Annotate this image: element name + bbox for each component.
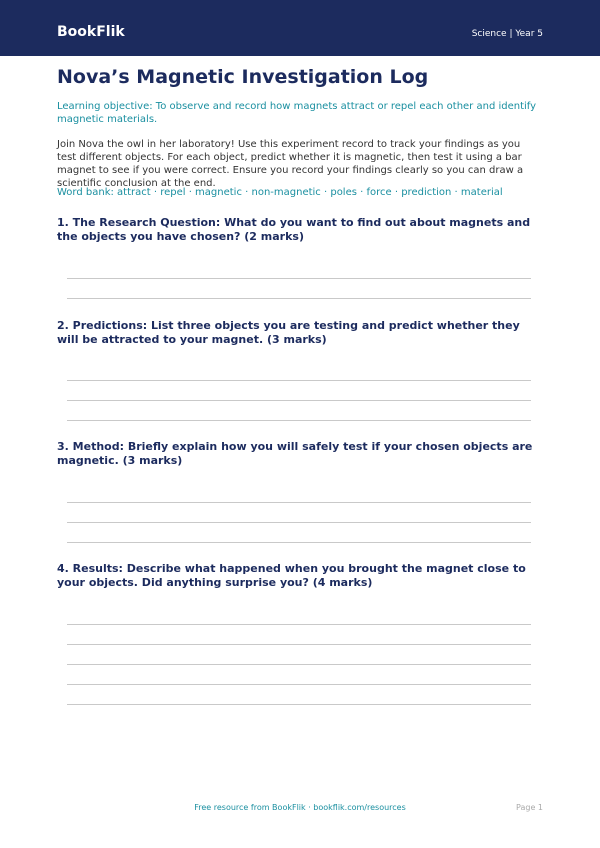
question-4: 4. Results: Describe what happened when you brought the magnet close to your objects. Did anything surprise you? (4 marks) — [57, 562, 526, 589]
brand-logo: BookFlik — [57, 24, 125, 40]
answer-line[interactable] — [67, 420, 531, 421]
intro-paragraph: Join Nova the owl in her laboratory! Use this experiment record to track your findings as you test different objects. For each object, predict whether it is magnetic, then test it using a bar magnet to see if you were correct. Ensure you record your findings clearly so you can draw a scientific conclusion at the end. — [57, 139, 524, 189]
word-bank: Word bank: attract · repel · magnetic · non-magnetic · poles · force · prediction · material — [57, 187, 503, 198]
answer-line[interactable] — [67, 684, 531, 685]
page-title: Nova’s Magnetic Investigation Log — [57, 66, 429, 88]
page-number: Page 1 — [516, 803, 543, 812]
subject-label: Science | Year 5 — [471, 29, 543, 39]
answer-line[interactable] — [67, 400, 531, 401]
answer-line[interactable] — [67, 664, 531, 665]
answer-line[interactable] — [67, 542, 531, 543]
answer-line[interactable] — [67, 502, 531, 503]
answer-line[interactable] — [67, 278, 531, 279]
answer-line[interactable] — [67, 644, 531, 645]
footer-text: Free resource from BookFlik · bookflik.com/resources — [194, 803, 406, 812]
answer-line[interactable] — [67, 704, 531, 705]
header-bar — [0, 0, 600, 56]
question-3: 3. Method: Briefly explain how you will safely test if your chosen objects are magnetic. (3 marks) — [57, 440, 533, 467]
answer-line[interactable] — [67, 624, 531, 625]
answer-line[interactable] — [67, 522, 531, 523]
answer-line[interactable] — [67, 380, 531, 381]
question-2: 2. Predictions: List three objects you are testing and predict whether they will be attracted to your magnet. (3 marks) — [57, 319, 520, 346]
learning-objective: Learning objective: To observe and record how magnets attract or repel each other and identify magnetic materials. — [57, 101, 537, 125]
question-1: 1. The Research Question: What do you want to find out about magnets and the objects you have chosen? (2 marks) — [57, 216, 531, 243]
answer-line[interactable] — [67, 298, 531, 299]
